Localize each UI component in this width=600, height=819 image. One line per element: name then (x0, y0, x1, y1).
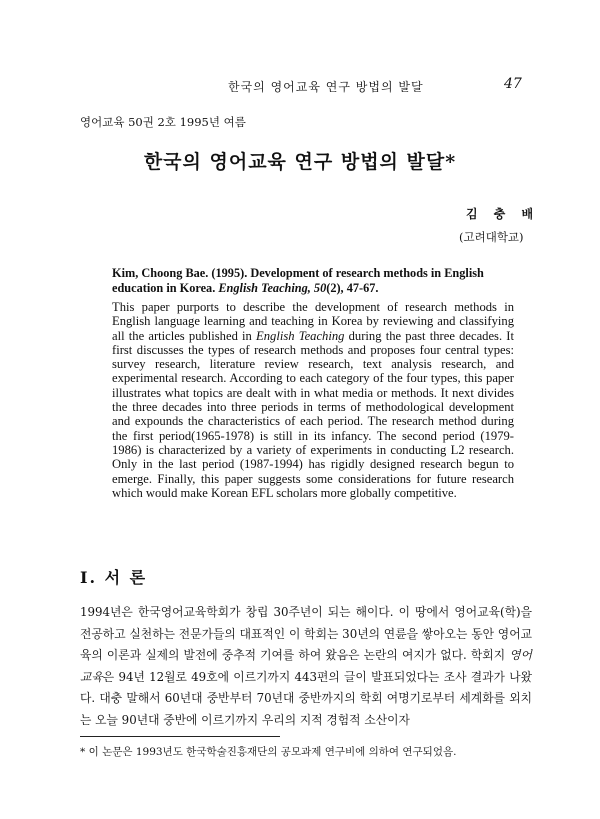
citation-issue: (2), 47-67. (326, 281, 379, 295)
citation-text: Kim, Choong Bae. (1995). Development of research methods in English education in Korea. (112, 266, 484, 295)
footnote-divider (80, 736, 280, 737)
body-text-2: 은 94년 12월로 49호에 이르기까지 443편의 글이 발표되었다는 조사 결과가 나왔다. 대충 말해서 60년대 중반부터 70년대 중반까지의 학회 여명기로부터 세계화를 외치는 오늘 90년대 중반에 이르기까지 우리의 지적 경험적 소산이자 (80, 669, 532, 727)
section-heading: Ⅰ. 서 론 (80, 568, 148, 587)
abstract (112, 300, 514, 500)
author-affiliation: (고려대학교) (459, 230, 524, 244)
page-number: 47 (504, 76, 522, 92)
abstract-text-1: This paper purports to describe the development of research methods in English language learning and teaching in Korea by reviewing and classifying all the articles published in (112, 300, 514, 343)
body-paragraph (80, 602, 532, 732)
paper-title: 한국의 영어교육 연구 방법의 발달* (143, 151, 457, 173)
abstract-journal-title: English Teaching (256, 328, 345, 343)
footnote: * 이 논문은 1993년도 한국학술진흥재단의 공모과제 연구비에 의하여 연구되었음. (80, 746, 457, 758)
citation-journal: English Teaching, 50 (218, 281, 327, 295)
journal-info: 영어교육 50권 2호 1995년 여름 (80, 115, 246, 129)
author-name: 김 충 배 (466, 207, 540, 221)
body-text-1: 1994년은 한국영어교육학회가 창립 30주년이 되는 해이다. 이 땅에서 영어교육(학)을 전공하고 실천하는 전문가들의 대표적인 이 학회는 30년의 연륜을 쌓아오는 동안 영어교육의 이론과 실제의 발전에 중추적 기여를 하여 왔음은 논란의 여지가 없다. 학회지 (80, 605, 532, 663)
running-head: 한국의 영어교육 연구 방법의 발달 (228, 80, 424, 94)
body-journal-title: 영어교육 (80, 648, 532, 684)
citation (112, 266, 514, 296)
abstract-text-2: during the past three decades. It first discusses the types of research methods and proposes four central types: survey research, literature review research, text analysis research, and experimental research. According to each category of the four types, this paper illustrates what topics are dealt with in what media or methods. It next divides the three decades into three periods in terms of methodological development and expounds the characteristics of each period. The research method during the first period(1965-1978) is still in its infancy. The second period (1979-1986) is characterized by a variety of experiments in conducting L2 research. Only in the last period (1987-1994) has rigidly designed research begun to emerge. Finally, this paper suggests some considerations for future research which would make Korean EFL scholars more globally competitive. (112, 328, 514, 500)
